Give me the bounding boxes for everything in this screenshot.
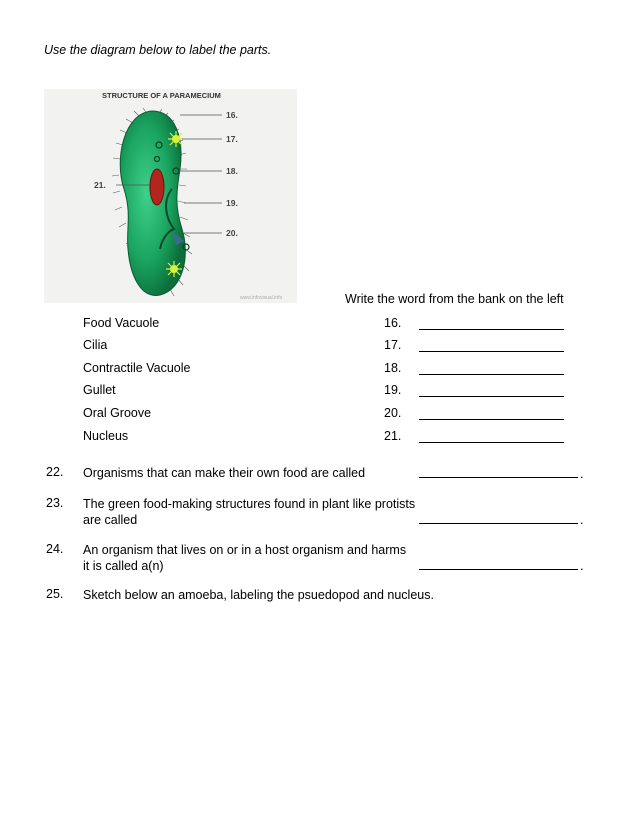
contractile-vacuole-top	[168, 131, 184, 147]
answer-blank-17[interactable]	[419, 339, 564, 352]
period: .	[580, 559, 584, 573]
answer-number: 21.	[384, 429, 402, 443]
instruction-text: Use the diagram below to label the parts.	[44, 43, 272, 57]
question-number: 24.	[46, 542, 64, 556]
diagram-label-16: 16.	[226, 110, 238, 120]
question-number: 22.	[46, 465, 64, 479]
sketch-area[interactable]	[44, 612, 594, 812]
answer-blank-24[interactable]	[419, 557, 578, 570]
answer-number: 18.	[384, 361, 402, 375]
paramecium-diagram	[44, 89, 297, 303]
period: .	[580, 467, 584, 481]
bank-word: Nucleus	[83, 429, 129, 443]
answer-blank-16[interactable]	[419, 317, 564, 330]
diagram-label-18: 18.	[226, 166, 238, 176]
contractile-vacuole-bottom	[166, 261, 182, 277]
answer-number: 17.	[384, 338, 402, 352]
bank-word: Gullet	[83, 383, 116, 397]
diagram-label-17: 17.	[226, 134, 238, 144]
bank-heading: Write the word from the bank on the left	[345, 292, 564, 306]
bank-word: Cilia	[83, 338, 108, 352]
question-text: Organisms that can make their own food are called	[83, 466, 366, 480]
question-text: An organism that lives on or in a host organism and harms	[83, 543, 407, 557]
answer-blank-23[interactable]	[419, 511, 578, 524]
answer-number: 20.	[384, 406, 402, 420]
diagram-label-20: 20.	[226, 228, 238, 238]
answer-blank-21[interactable]	[419, 430, 564, 443]
diagram-watermark: www.infovisual.info	[240, 295, 283, 301]
bank-word: Oral Groove	[83, 406, 152, 420]
answer-number: 19.	[384, 383, 402, 397]
answer-blank-20[interactable]	[419, 407, 564, 420]
diagram-title: STRUCTURE OF A PARAMECIUM	[102, 91, 221, 100]
question-text: The green food-making structures found in plant like protists	[83, 497, 416, 511]
question-number: 25.	[46, 587, 64, 601]
answer-number: 16.	[384, 316, 402, 330]
bank-word: Contractile Vacuole	[83, 361, 191, 375]
bank-word: Food Vacuole	[83, 316, 160, 330]
answer-blank-22[interactable]	[419, 465, 578, 478]
paramecium-illustration	[44, 89, 297, 303]
period: .	[580, 513, 584, 527]
nucleus	[150, 169, 164, 205]
question-text: are called	[83, 513, 138, 527]
answer-blank-18[interactable]	[419, 362, 564, 375]
question-number: 23.	[46, 496, 64, 510]
answer-blank-19[interactable]	[419, 384, 564, 397]
question-text: Sketch below an amoeba, labeling the psuedopod and nucleus.	[83, 588, 434, 602]
diagram-label-19: 19.	[226, 198, 238, 208]
question-text: it is called a(n)	[83, 559, 164, 573]
diagram-label-21: 21.	[94, 180, 106, 190]
